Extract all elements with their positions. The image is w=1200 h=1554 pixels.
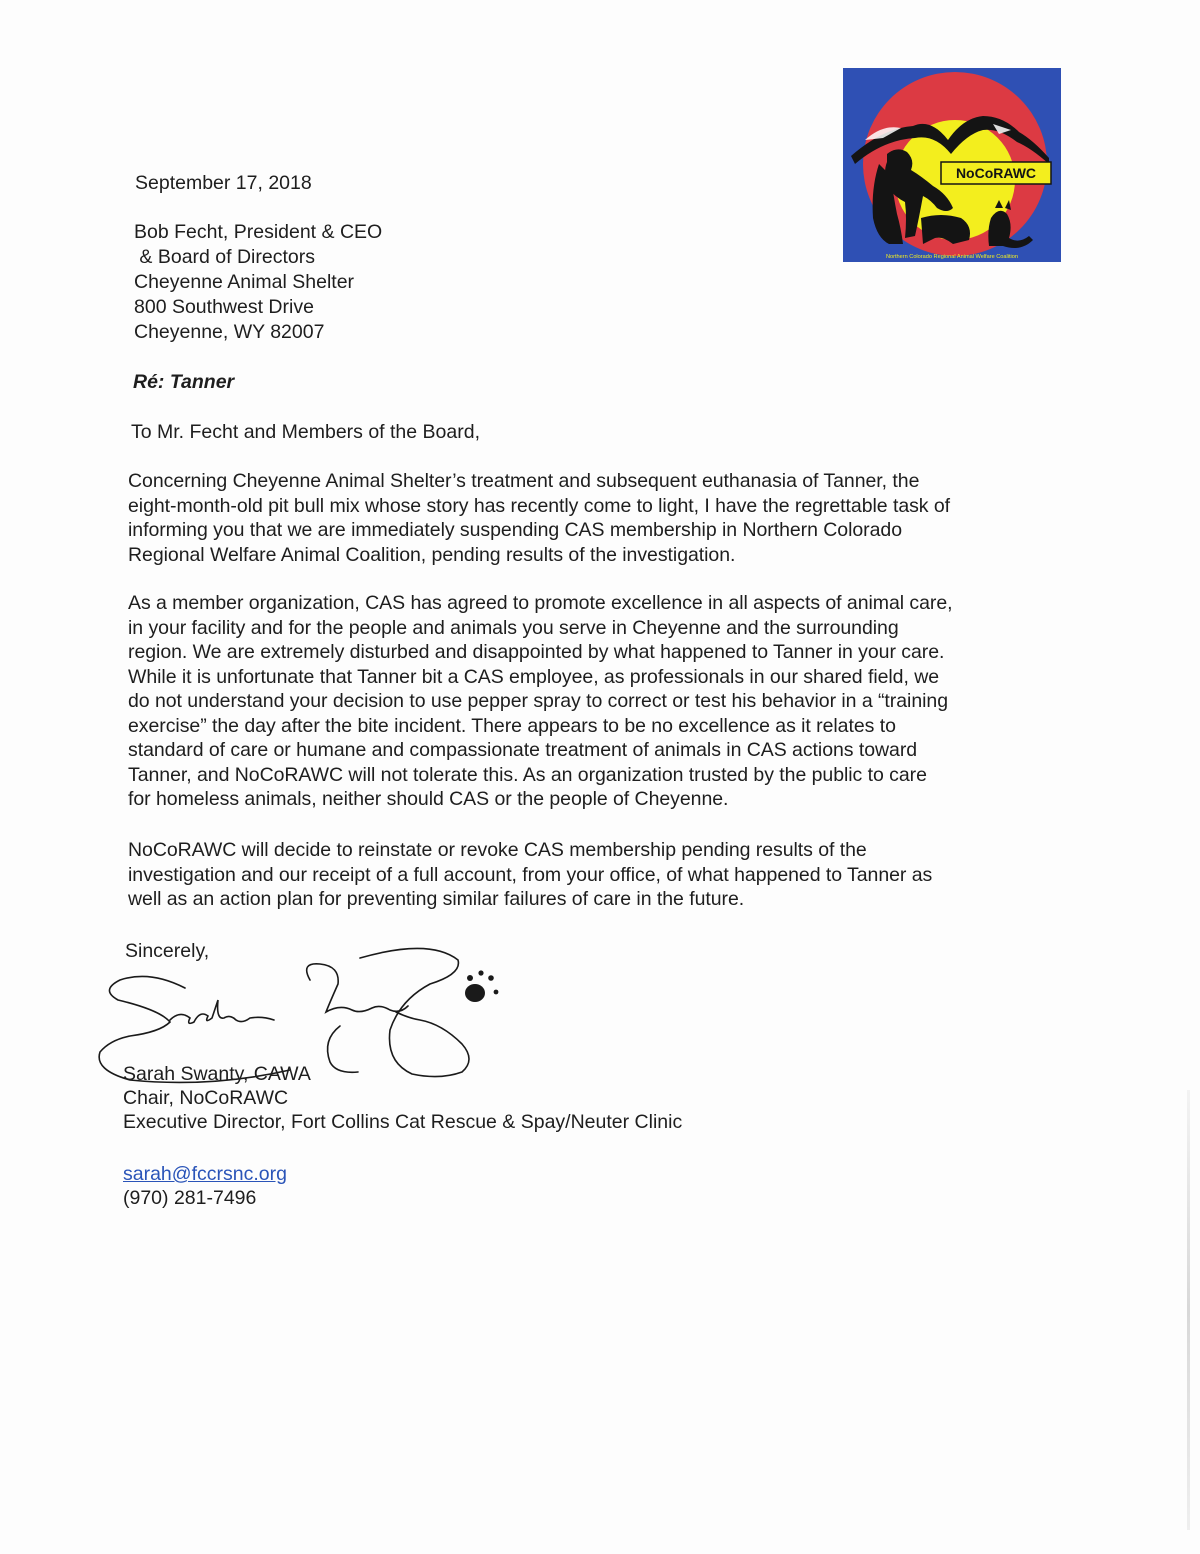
paragraph-line: Tanner, and NoCoRAWC will not tolerate this. As an organization trusted by the public to care bbox=[128, 763, 927, 786]
paragraph-line: While it is unfortunate that Tanner bit a CAS employee, as professionals in our shared field, we bbox=[128, 665, 940, 688]
phone-number: (970) 281-7496 bbox=[123, 1187, 257, 1209]
paragraph-line: informing you that we are immediately suspending CAS membership in Northern Colorado bbox=[128, 519, 903, 541]
paragraph-1 bbox=[128, 469, 1068, 567]
signature-first-name bbox=[170, 1000, 274, 1023]
signature-block bbox=[123, 1062, 682, 1134]
recipient-line: & Board of Directors bbox=[134, 246, 315, 268]
scan-edge-shadow bbox=[1187, 1090, 1190, 1530]
signature-loop bbox=[360, 948, 469, 1076]
paragraph-line: Concerning Cheyenne Animal Shelter’s treatment and subsequent euthanasia of Tanner, the bbox=[128, 470, 920, 492]
recipient-line: Cheyenne, WY 82007 bbox=[134, 321, 325, 343]
signer-role: Executive Director, Fort Collins Cat Rescue & Spay/Neuter Clinic bbox=[123, 1111, 683, 1133]
paw-print-stamp bbox=[465, 970, 498, 1002]
recipient-line: Cheyenne Animal Shelter bbox=[134, 271, 355, 293]
logo-subtitle-text: Northern Colorado Regional Animal Welfare Coalition bbox=[885, 254, 1019, 260]
recipient-line: Bob Fecht, President & CEO bbox=[134, 221, 383, 243]
paragraph-line: standard of care or humane and compassionate treatment of animals in CAS actions toward bbox=[128, 739, 918, 761]
paragraph-line: exercise” the day after the bite incident. There appears to be no excellence as it relates to bbox=[128, 714, 896, 737]
paragraph-line: well as an action plan for preventing similar failures of care in the future. bbox=[128, 888, 745, 910]
paragraph-3 bbox=[128, 838, 1068, 912]
paw-toe bbox=[467, 975, 473, 981]
paragraph-line: do not understand your decision to use pepper spray to correct or test his behavior in a “training bbox=[128, 690, 948, 712]
paragraph-2 bbox=[128, 591, 1068, 812]
salutation: To Mr. Fecht and Members of the Board, bbox=[131, 421, 480, 443]
closing: Sincerely, bbox=[125, 940, 210, 962]
subject-line: Ré: Tanner bbox=[133, 371, 235, 393]
paragraph-line: in your facility and for the people and animals you serve in Cheyenne and the surrounding bbox=[128, 616, 899, 639]
recipient-address bbox=[134, 220, 382, 345]
logo-name-text: NoCoRAWC bbox=[955, 165, 1037, 181]
paragraph-line: for homeless animals, neither should CAS or the people of Cheyenne. bbox=[128, 788, 729, 810]
signer-name: Sarah Swanty, CAWA bbox=[123, 1063, 311, 1085]
letter-date: September 17, 2018 bbox=[135, 172, 312, 194]
nocorawc-logo bbox=[843, 68, 1061, 262]
paragraph-line: region. We are extremely disturbed and disappointed by what happened to Tanner in your care. bbox=[128, 641, 945, 663]
signature-second-s bbox=[307, 964, 408, 1012]
paw-toe bbox=[494, 990, 499, 995]
paragraph-line: NoCoRAWC will decide to reinstate or revoke CAS membership pending results of the bbox=[128, 839, 867, 861]
paw-toe bbox=[478, 970, 483, 975]
recipient-line: 800 Southwest Drive bbox=[134, 296, 314, 318]
contact-info bbox=[123, 1162, 287, 1210]
logo-graphic bbox=[843, 68, 1061, 262]
paragraph-line: Regional Welfare Animal Coalition, pending results of the investigation. bbox=[128, 543, 736, 566]
paragraph-line: As a member organization, CAS has agreed to promote excellence in all aspects of animal care, bbox=[128, 592, 953, 614]
paragraph-line: eight-month-old pit bull mix whose story has recently come to light, I have the regrettable task of bbox=[128, 494, 951, 517]
paw-toe bbox=[488, 975, 494, 981]
signer-title: Chair, NoCoRAWC bbox=[123, 1087, 289, 1109]
email-link[interactable]: sarah@fccrsnc.org bbox=[123, 1163, 287, 1185]
paw-pad bbox=[465, 984, 485, 1002]
paragraph-line: investigation and our receipt of a full account, from your office, of what happened to Tanner as bbox=[128, 863, 933, 886]
